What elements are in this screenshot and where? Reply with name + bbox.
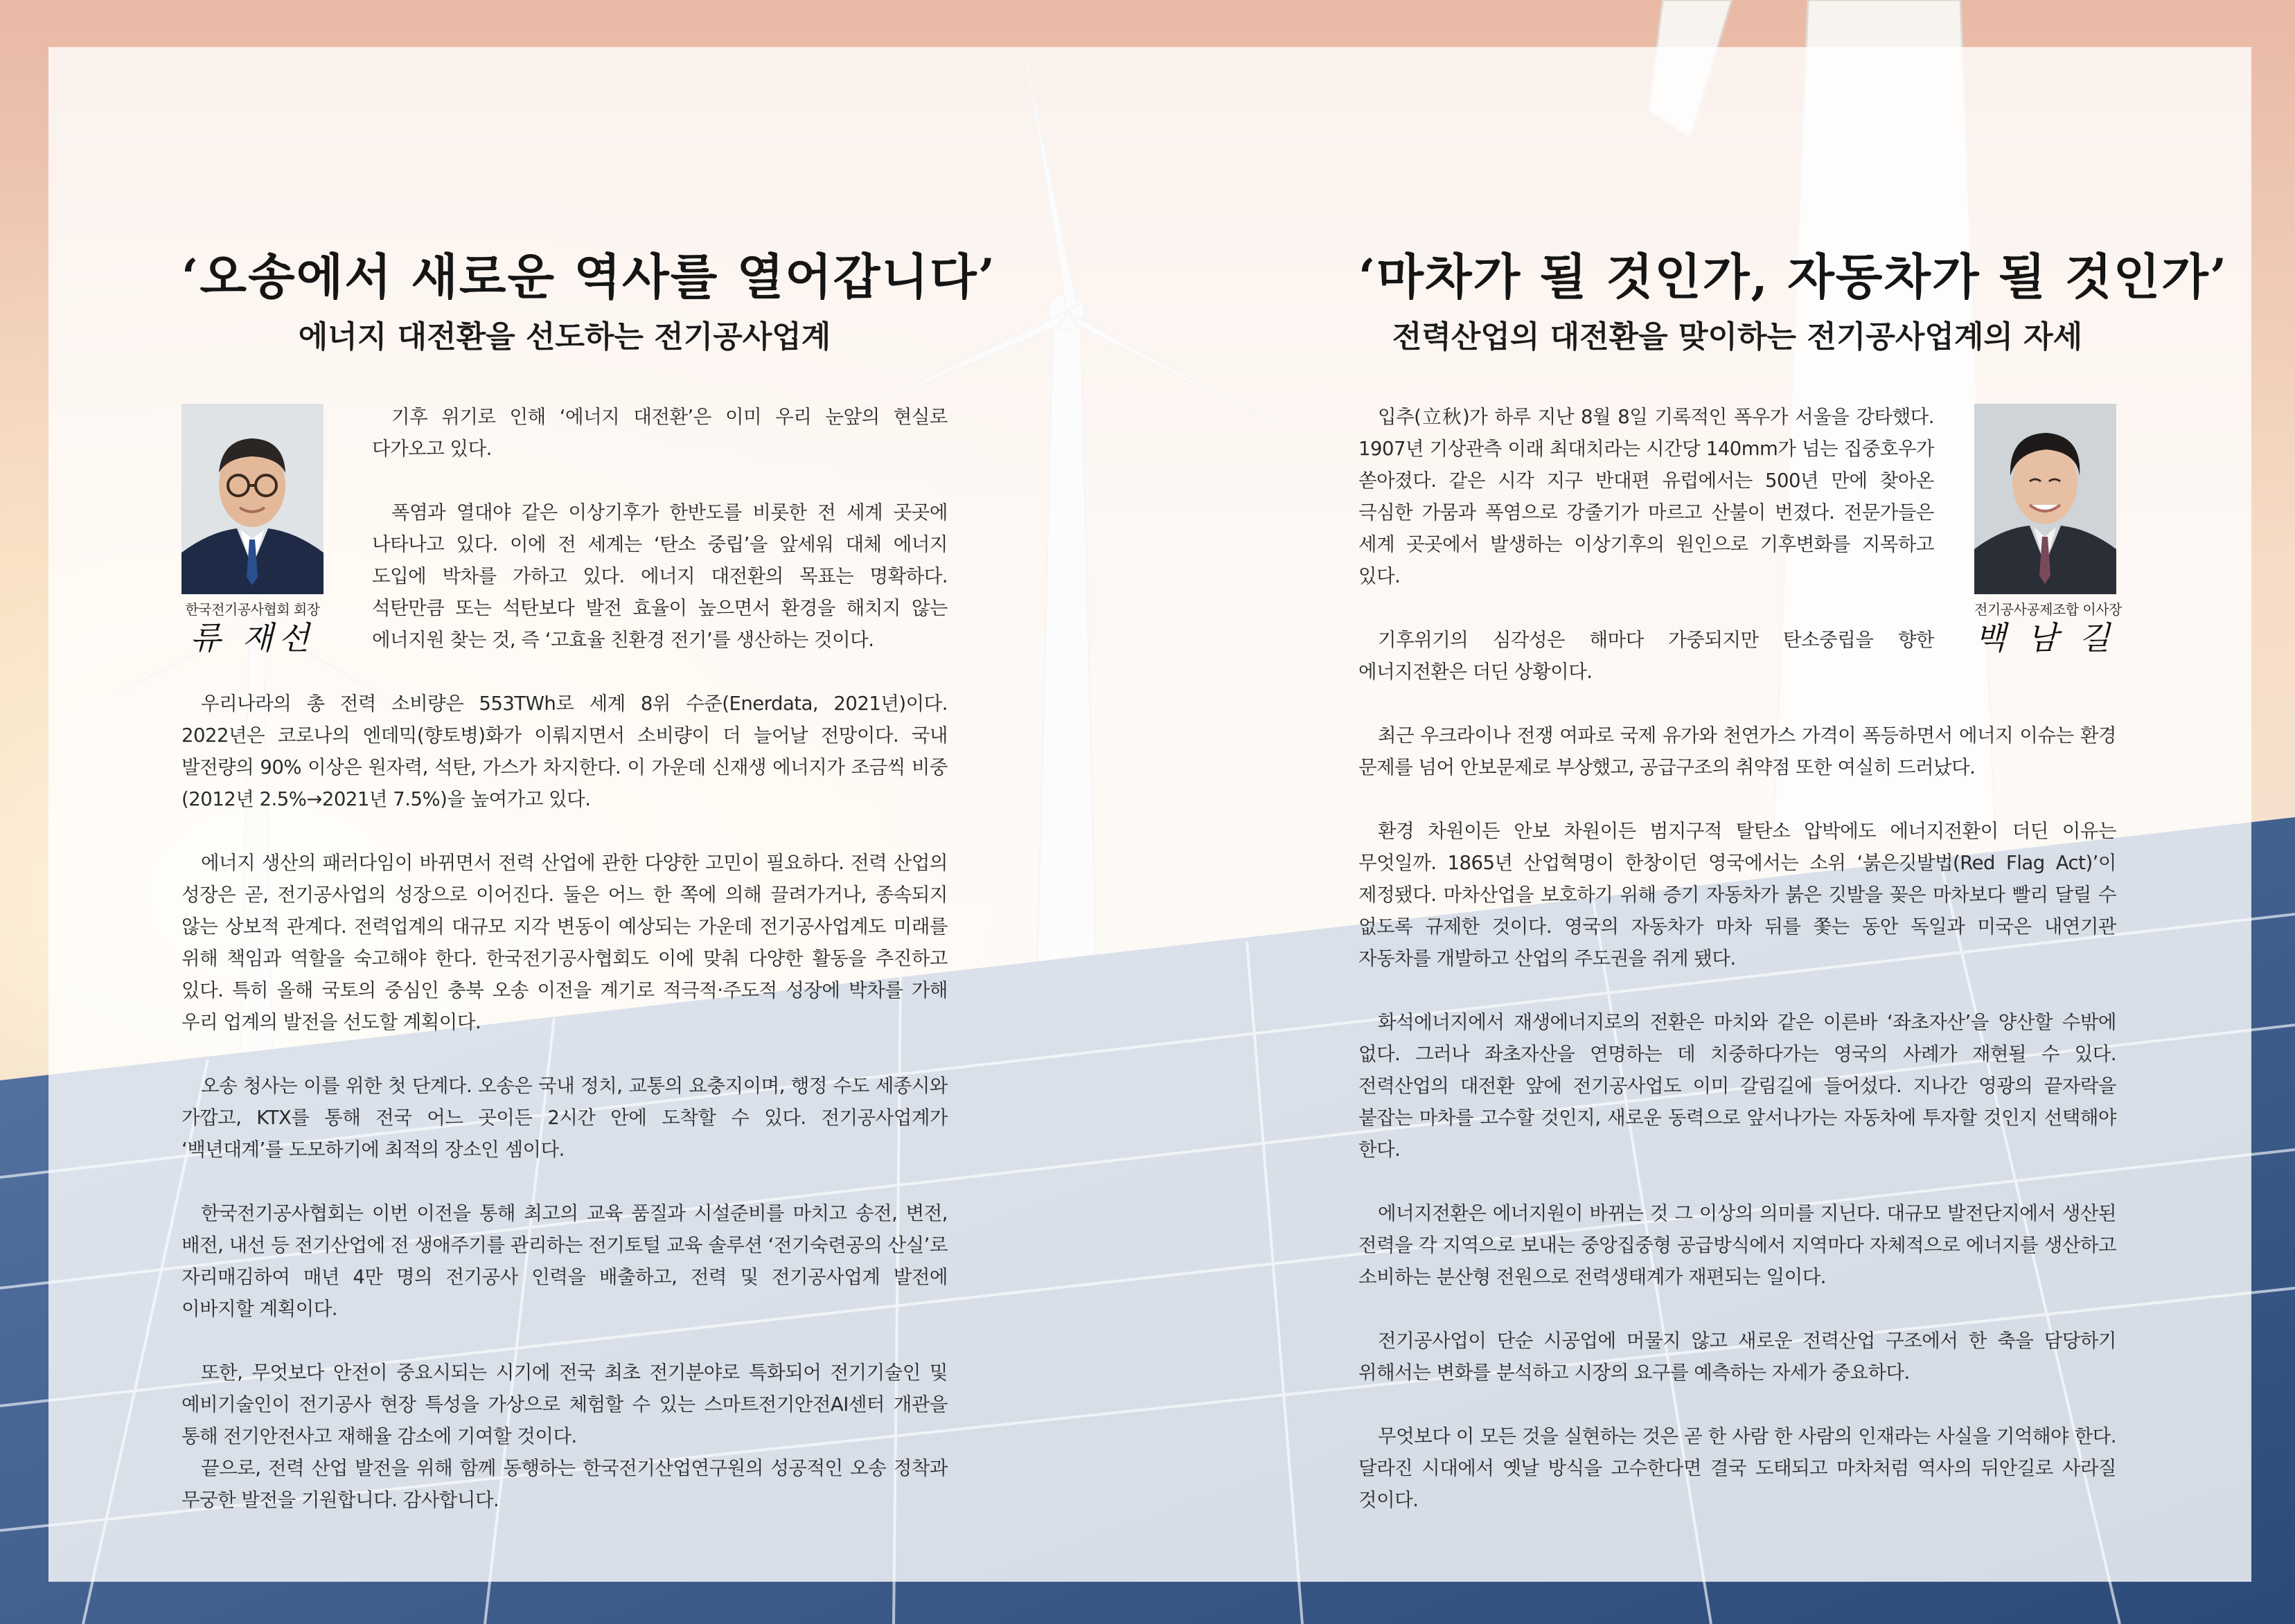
right-paragraph: 전기공사업이 단순 시공업에 머물지 않고 새로운 전력산업 구조에서 한 축을 담당하기 위해서는 변화를 분석하고 시장의 요구를 예측하는 자세가 중요하다. (1358, 1330, 2116, 1384)
left-author-signature: 류 재선 (190, 619, 315, 657)
right-paragraph: 무엇보다 이 모든 것을 실현하는 것은 곧 한 사람 한 사람의 인재라는 사실을 기억해야 한다. 달라진 시대에서 옛날 방식을 고수한다면 결국 도태되고 마차처럼 역사의 뒤안길로 사라질 것이다. (1358, 1425, 2116, 1511)
left-paragraph: 또한, 무엇보다 안전이 중요시되는 시기에 전국 최초 전기분야로 특화되어 전기기술인 및 예비기술인이 전기공사 현장 특성을 가상으로 체험할 수 있는 스마트전기안전AI센터 개관을 통해 전기안전사고 재해율 감소에 기여할 것이다. (181, 1362, 948, 1447)
left-paragraph: 한국전기공사협회는 이번 이전을 통해 최고의 교육 품질과 시설준비를 마치고 송전, 변전, 배전, 내선 등 전기산업에 전 생애주기를 관리하는 전기토털 교육 솔루션 ‘전기숙련공의 산실’로 자리매김하여 매년 4만 명의 전기공사 인력을 배출하고, 전력 및 전기공사업계 발전에 이바지할 계획이다. (181, 1202, 948, 1320)
right-author-signature: 백 남 길 (1975, 619, 2116, 657)
left-article-body (181, 401, 948, 1516)
right-author-caption: 전기공사공제조합 이사장 (1974, 601, 2122, 618)
right-portrait-photo (1974, 404, 2116, 594)
left-portrait-photo (181, 404, 324, 594)
left-article (181, 246, 997, 1516)
left-subtitle: 에너지 대전환을 선도하는 전기공사업계 (298, 319, 831, 355)
left-paragraph: 기후 위기로 인해 ‘에너지 대전환’은 이미 우리 눈앞의 현실로 다가오고 있다. (372, 406, 948, 460)
right-paragraph: 입추(立秋)가 하루 지난 8월 8일 기록적인 폭우가 서울을 강타했다. 1907년 기상관측 이래 최대치라는 시간당 140mm가 넘는 집중호우가 쏟아졌다. 같은 시각 지구 반대편 유럽에서는 500년 만에 찾아온 극심한 가뭄과 폭염으로 강줄기가 마르고 산불이 번졌다. 전문가들은 세계 곳곳에서 발생하는 이상기후의 원인으로 기후변화를 지목하고 있다. (1358, 406, 1934, 587)
left-slogan: ‘오송에서 새로운 역사를 열어갑니다’ (181, 248, 997, 305)
left-paragraph: 오송 청사는 이를 위한 첫 단계다. 오송은 국내 정치, 교통의 요충지이며, 행정 수도 세종시와 가깝고, KTX를 통해 전국 어느 곳이든 2시간 안에 도착할 수 있다. 전기공사업계가 ‘백년대계’를 도모하기에 최적의 장소인 셈이다. (181, 1075, 948, 1161)
right-author-portrait (1974, 404, 2122, 657)
left-author-portrait (181, 404, 324, 655)
right-paragraph: 기후위기의 심각성은 해마다 가중되지만 탄소중립을 향한 에너지전환은 더딘 상황이다. (1358, 629, 1934, 683)
right-paragraph: 환경 차원이든 안보 차원이든 범지구적 탈탄소 압박에도 에너지전환이 더딘 이유는 무엇일까. 1865년 산업혁명이 한창이던 영국에서는 소위 ‘붉은깃발법(Red Flag Act)’이 제정됐다. 마차산업을 보호하기 위해 증기 자동차가 붉은 깃발을 꽂은 마차보다 빨리 달릴 수 없도록 규제한 것이다. 영국의 자동차가 마차 뒤를 쫓는 동안 독일과 미국은 내연기관 자동차를 개발하고 산업의 주도권을 쥐게 됐다. (1358, 820, 2116, 970)
right-paragraph: 화석에너지에서 재생에너지로의 전환은 마치와 같은 이른바 ‘좌초자산’을 양산할 수밖에 없다. 그러나 좌초자산을 연명하는 데 치중하다가는 영국의 사례가 재현될 수 있다. 전력산업의 대전환 앞에 전기공사업도 이미 갈림길에 들어섰다. 지나간 영광의 끝자락을 붙잡는 마차를 고수할 것인지, 새로운 동력으로 앞서나가는 자동차에 투자할 것인지 선택해야 한다. (1358, 1011, 2116, 1161)
right-article (1358, 246, 2228, 1516)
right-paragraph: 에너지전환은 에너지원이 바뀌는 것 그 이상의 의미를 지닌다. 대규모 발전단지에서 생산된 전력을 각 지역으로 보내는 중앙집중형 공급방식에서 지역마다 자체적으로 에너지를 생산하고 소비하는 분산형 전원으로 전력생태계가 재편되는 일이다. (1358, 1202, 2116, 1288)
right-subtitle: 전력산업의 대전환을 맞이하는 전기공사업계의 자세 (1392, 319, 2083, 355)
left-author-caption: 한국전기공사협회 회장 (185, 601, 320, 618)
left-paragraph: 끝으로, 전력 산업 발전을 위해 함께 동행하는 한국전기산업연구원의 성공적인 오송 정착과 무궁한 발전을 기원합니다. 감사합니다. (181, 1457, 948, 1511)
left-paragraph: 폭염과 열대야 같은 이상기후가 한반도를 비롯한 전 세계 곳곳에 나타나고 있다. 이에 전 세계는 ‘탄소 중립’을 앞세워 대체 에너지 도입에 박차를 가하고 있다. 에너지 대전환의 목표는 명확하다. 석탄만큼 또는 석탄보다 발전 효율이 높으면서 환경을 해치지 않는 에너지원 찾는 것, 즉 ‘고효율 친환경 전기’를 생산하는 것이다. (372, 501, 948, 651)
left-paragraph: 우리나라의 총 전력 소비량은 553TWh로 세계 8위 수준(Enerdata, 2021년)이다. 2022년은 코로나의 엔데믹(향토병)화가 이뤄지면서 소비량이 더 늘어날 전망이다. 국내 발전량의 90% 이상은 원자력, 석탄, 가스가 차지한다. 이 가운데 신재생 에너지가 조금씩 비중(2012년 2.5%→2021년 7.5%)을 높여가고 있다. (181, 693, 948, 810)
right-article-body (1358, 401, 2122, 1516)
left-paragraph: 에너지 생산의 패러다임이 바뀌면서 전력 산업에 관한 다양한 고민이 필요하다. 전력 산업의 성장은 곧, 전기공사업의 성장으로 이어진다. 둘은 어느 한 쪽에 의해 끌려가거나, 종속되지 않는 상보적 관계다. 전력업계의 대규모 지각 변동이 예상되는 가운데 전기공사업계도 미래를 위해 책임과 역할을 숙고해야 한다. 한국전기공사협회도 이에 맞춰 다양한 활동을 추진하고 있다. 특히 올해 국토의 중심인 충북 오송 이전을 계기로 적극적·주도적 성장에 박차를 가해 우리 업계의 발전을 선도할 계획이다. (181, 852, 948, 1033)
right-slogan: ‘마차가 될 것인가, 자동차가 될 것인가’ (1358, 248, 2228, 305)
right-paragraph: 최근 우크라이나 전쟁 여파로 국제 유가와 천연가스 가격이 폭등하면서 에너지 이슈는 환경 문제를 넘어 안보문제로 부상했고, 공급구조의 취약점 또한 여실히 드러났다. (1358, 724, 2116, 778)
